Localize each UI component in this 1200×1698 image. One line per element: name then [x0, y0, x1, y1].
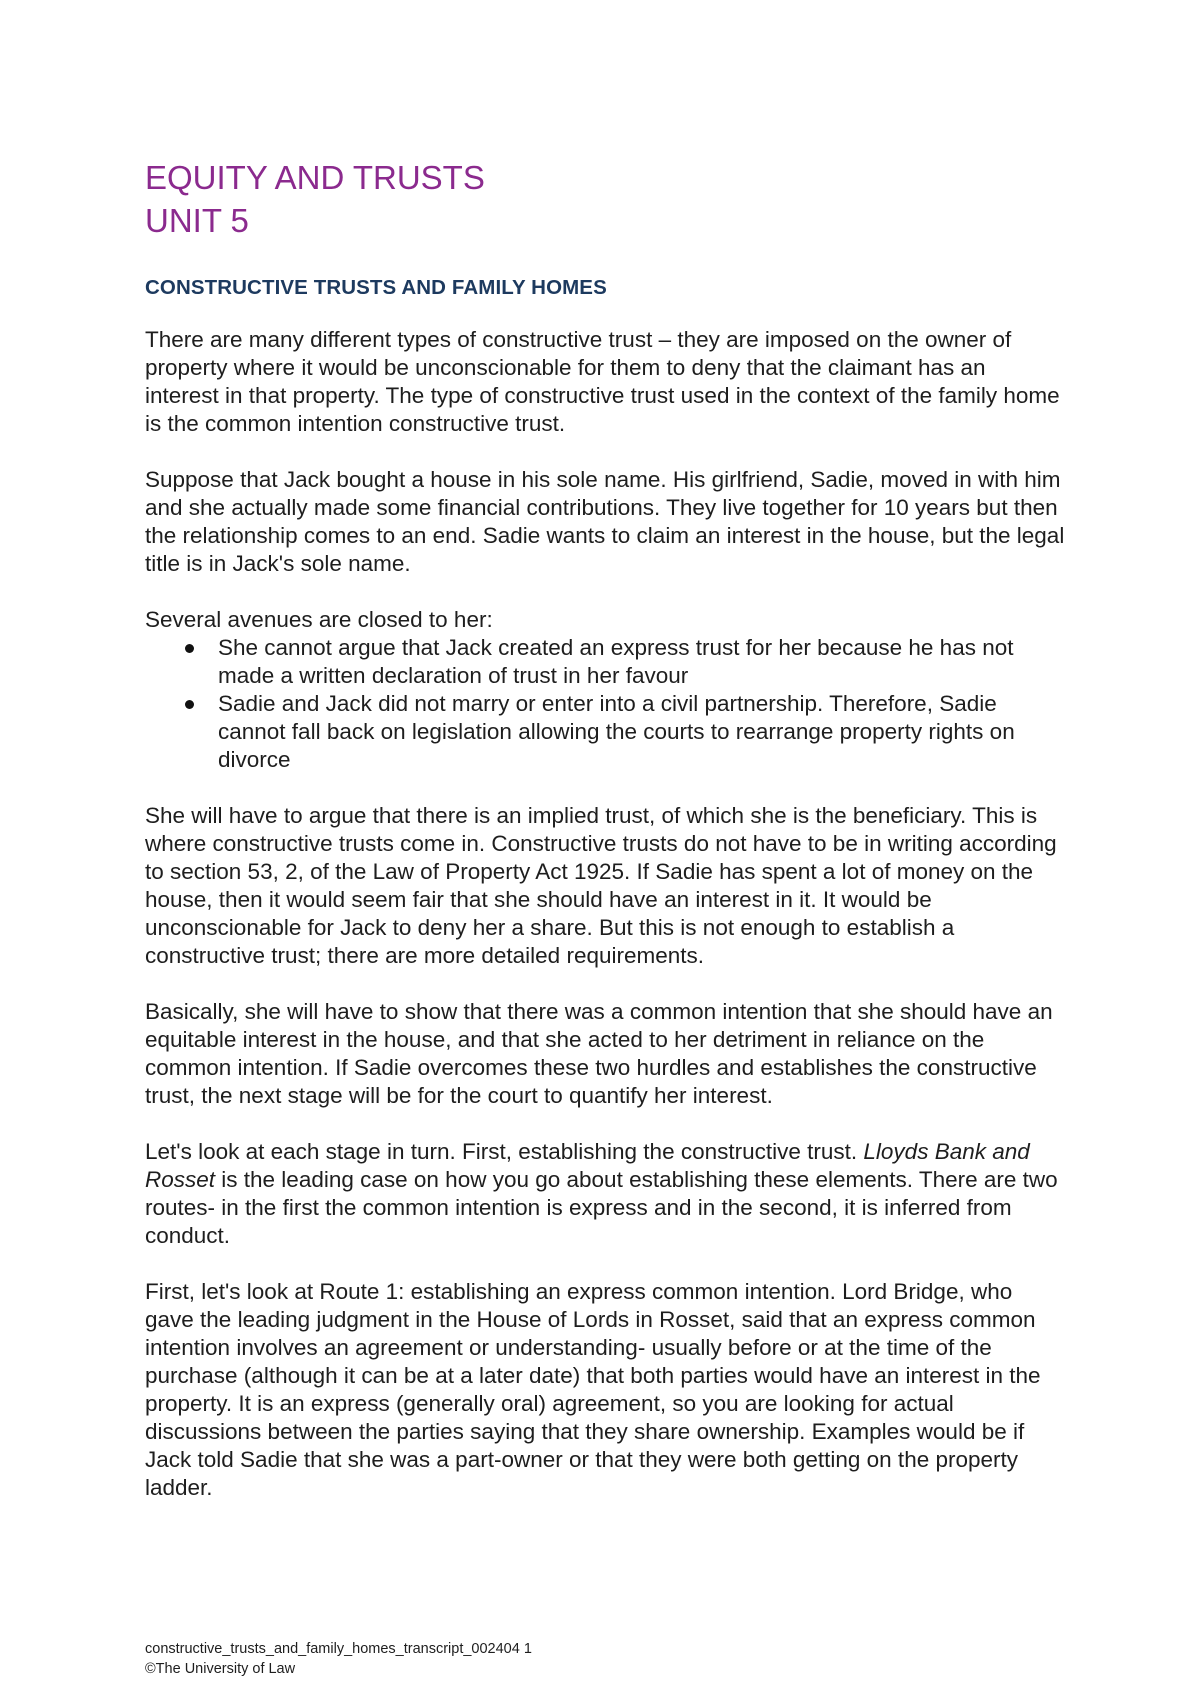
paragraph-6: [145, 1138, 1065, 1250]
paragraph-4: She will have to argue that there is an implied trust, of which she is the beneficiary. This is where constructive trusts come in. Constructive trusts do not have to be in writing according to section 53, 2, of the Law of Property Act 1925. If Sadie has spent a lot of money on the house, then it would seem fair that she should have an interest in it. It would be unconscionable for Jack to deny her a share. But this is not enough to establish a constructive trust; there are more detailed requirements.: [145, 803, 1057, 968]
paragraph-6-lead: Let's look at each stage in turn. First, establishing the constructive trust.: [145, 1139, 864, 1164]
bullet-icon: [185, 644, 194, 653]
section-heading: CONSTRUCTIVE TRUSTS AND FAMILY HOMES: [145, 276, 607, 299]
paragraph-2: Suppose that Jack bought a house in his sole name. His girlfriend, Sadie, moved in with him and she actually made some financial contributions. They live together for 10 years but then the relationship comes to an end. Sadie wants to claim an interest in the house, but the legal title is in Jack's sole name.: [145, 467, 1065, 576]
list-item-text: Sadie and Jack did not marry or enter into a civil partnership. Therefore, Sadie cannot fall back on legislation allowing the courts to rearrange property rights on divorce: [218, 691, 1015, 772]
list-item-text: She cannot argue that Jack created an express trust for her because he has not made a written declaration of trust in her favour: [218, 635, 1014, 688]
footer-filename: constructive_trusts_and_family_homes_transcript_002404 1: [145, 1641, 532, 1657]
paragraph-7: First, let's look at Route 1: establishing an express common intention. Lord Bridge, who gave the leading judgment in the House of Lords in Rosset, said that an express common intention involves an agreement or understanding- usually before or at the time of the purchase (although it can be at a later date) that both parties would have an interest in the property. It is an express (generally oral) agreement, so you are looking for actual discussions between the parties saying that they share ownership. Examples would be if Jack told Sadie that she was a part-owner or that they were both getting on the property ladder.: [145, 1279, 1041, 1500]
bullet-list: [145, 634, 1065, 774]
list-item: [145, 634, 1065, 690]
paragraph-6-rest: is the leading case on how you go about establishing these elements. There are two routes- in the first the common intention is express and in the second, it is inferred from conduct.: [145, 1167, 1058, 1248]
document-content: [145, 156, 1065, 1530]
list-item: [145, 690, 1065, 774]
paragraph-5: Basically, she will have to show that there was a common intention that she should have an equitable interest in the house, and that she acted to her detriment in reliance on the common intention. If Sadie overcomes these two hurdles and establishes the constructive trust, the next stage will be for the court to quantify her interest.: [145, 999, 1053, 1108]
bullet-icon: [185, 700, 194, 709]
footer-copyright: ©The University of Law: [145, 1661, 296, 1677]
title-line-1: EQUITY AND TRUSTS: [145, 159, 485, 196]
page-footer: [145, 1639, 532, 1679]
paragraph-1: There are many different types of constructive trust – they are imposed on the owner of property where it would be unconscionable for them to deny that the claimant has an interest in that property. The type of constructive trust used in the context of the family home is the common intention constructive trust.: [145, 327, 1060, 436]
title-line-2: UNIT 5: [145, 202, 249, 239]
case-name: Lloyds Bank and Rosset: [145, 1139, 1030, 1192]
document-title: [145, 156, 1065, 242]
paragraph-3: Several avenues are closed to her:: [145, 607, 493, 632]
